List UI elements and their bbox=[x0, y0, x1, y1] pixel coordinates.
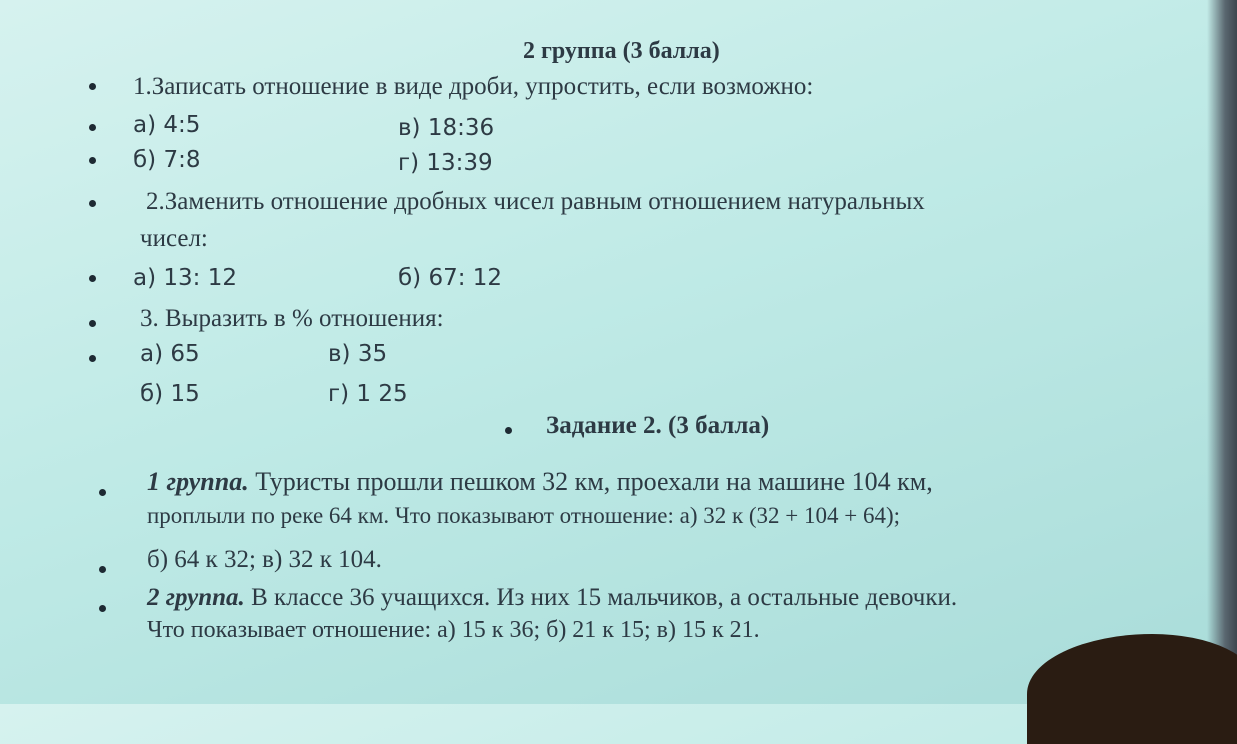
task2-item-b: б) 67: 12 bbox=[398, 265, 503, 291]
task1-item-v: в) 18:36 bbox=[398, 115, 495, 141]
task3-item-b: б) 15 bbox=[140, 381, 200, 407]
group1-line3: б) 64 к 32; в) 32 к 104. bbox=[147, 546, 382, 573]
bullet bbox=[505, 427, 512, 434]
group2-label: 2 группа. bbox=[147, 584, 245, 611]
group1-text1: Туристы прошли пешком 32 км, проехали на машине 104 км, bbox=[255, 467, 933, 496]
group1-line1 bbox=[147, 467, 933, 497]
task3-item-v: в) 35 bbox=[328, 341, 388, 367]
task2-heading: 2.Заменить отношение дробных чисел равным отношением натуральных bbox=[146, 188, 925, 215]
zadanie2-heading: Задание 2. (3 балла) bbox=[546, 412, 770, 439]
slide-title: 2 группа (3 балла) bbox=[523, 38, 720, 64]
task2-heading-cont: чисел: bbox=[140, 225, 208, 252]
bullet bbox=[89, 200, 96, 207]
bullet bbox=[99, 566, 106, 573]
bullet bbox=[99, 605, 106, 612]
group1-label: 1 группа. bbox=[147, 467, 249, 496]
task2-item-a: а) 13: 12 bbox=[133, 265, 237, 291]
bullet bbox=[89, 124, 96, 131]
task1-item-b: б) 7:8 bbox=[133, 147, 201, 173]
bullet bbox=[89, 157, 96, 164]
bullet bbox=[89, 320, 96, 327]
bullet bbox=[89, 83, 96, 90]
task1-item-a: а) 4:5 bbox=[133, 112, 201, 138]
group2-line2: Что показывает отношение: а) 15 к 36; б) 21 к 15; в) 15 к 21. bbox=[147, 617, 760, 643]
task1-item-g: г) 13:39 bbox=[398, 150, 493, 176]
bullet bbox=[89, 355, 96, 362]
screen-edge-shadow bbox=[1207, 0, 1237, 704]
bullet bbox=[89, 275, 96, 282]
group2-line1 bbox=[147, 584, 957, 612]
task1-heading: 1.Записать отношение в виде дроби, упростить, если возможно: bbox=[133, 73, 814, 100]
bullet bbox=[99, 489, 106, 496]
task3-item-a: а) 65 bbox=[140, 341, 200, 367]
task3-heading: 3. Выразить в % отношения: bbox=[140, 305, 444, 332]
group2-text1: В классе 36 учащихся. Из них 15 мальчиков, а остальные девочки. bbox=[251, 584, 958, 611]
group1-line2: проплыли по реке 64 км. Что показывают отношение: а) 32 к (32 + 104 + 64); bbox=[147, 503, 901, 528]
task3-item-g: г) 1 25 bbox=[328, 381, 408, 407]
